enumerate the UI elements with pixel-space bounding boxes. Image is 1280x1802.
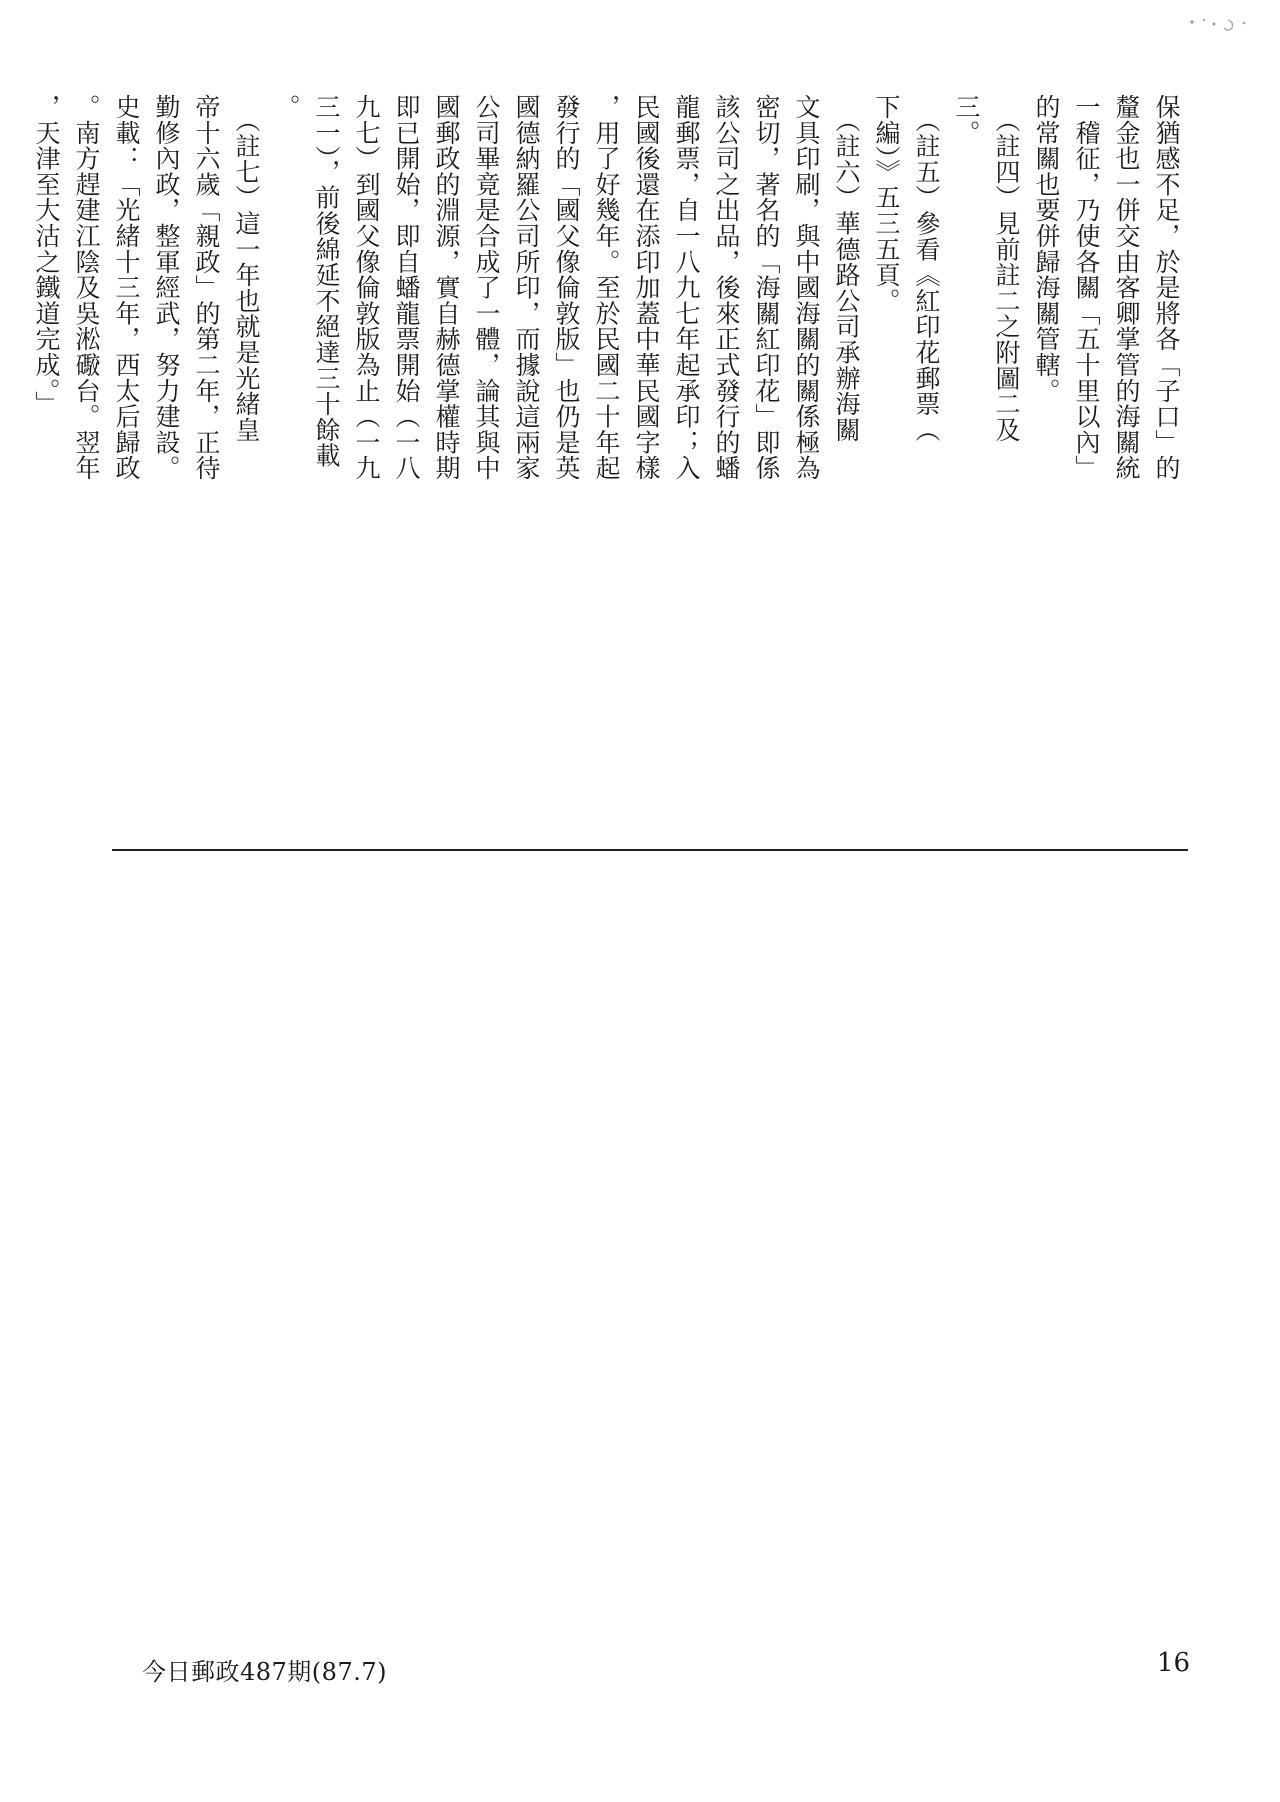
right-section-column: 發行的「國父像倫敦版」也仍是英 <box>552 94 581 481</box>
right-section-column: 勤修內政，整軍經武，努力建設。 <box>152 94 181 481</box>
right-section-column: 文具印刷，與中國海關的關係極為 <box>792 94 821 481</box>
right-section-column: 即已開始，即自蟠龍票開始（一八 <box>392 94 421 481</box>
right-section-column: 該公司之出品，後來正式發行的蟠 <box>712 94 741 481</box>
right-section-column: 國德納羅公司所印，而據說這兩家 <box>512 94 541 481</box>
right-section-column: 的常關也要併歸海關管轄。 <box>1032 94 1061 404</box>
right-section-column: 公司畢竟是合成了一體，論其與中 <box>472 94 501 481</box>
right-section-column: 一稽征，乃使各關「五十里以內」 <box>1072 94 1101 481</box>
right-section-column: 國郵政的淵源，實自赫德掌權時期 <box>432 94 461 481</box>
right-section-column: （註六）華德路公司承辦海關 <box>832 94 861 443</box>
right-section-column: ，天津至大沽之鐵道完成。」 <box>32 94 61 417</box>
right-section-column: 下編）》五三五頁。 <box>872 94 901 314</box>
journal-footer: 今日郵政487期(87.7) <box>142 1658 387 1686</box>
right-section-column: （註五）參看《紅印花郵票（ <box>912 94 941 443</box>
right-section-column: 保猶感不足，於是將各「子口」的 <box>1152 94 1181 481</box>
right-section-column: 九七）到國父像倫敦版為止（一九 <box>352 94 381 481</box>
article-body <box>32 94 1186 802</box>
right-section-column: 三。 <box>952 94 981 146</box>
right-section-column: 密切，著名的「海關紅印花」即係 <box>752 94 781 481</box>
section-divider <box>112 849 1188 851</box>
right-section-column: 龍郵票，自一八九七年起承印；入 <box>672 94 701 481</box>
right-section-column: 帝十六歲「親政」的第二年，正待 <box>192 94 221 481</box>
right-section-column: ，用了好幾年。至於民國二十年起 <box>592 94 621 481</box>
right-section-column: 史載：「光緒十三年，西太后歸政 <box>112 94 141 481</box>
right-section-column: （註四）見前註二之附圖二及 <box>992 94 1021 443</box>
page-number: 16 <box>1156 1648 1190 1678</box>
article-left-section <box>32 94 1186 794</box>
right-section-column: （註七）這一年也就是光緒皇 <box>232 94 261 443</box>
right-section-column: 。 <box>272 94 301 120</box>
right-section-column: 。南方趕建江陰及吳淞礮台。翌年 <box>72 94 101 481</box>
scan-speck-marks <box>1184 14 1254 38</box>
right-section-column: 民國後還在添印加蓋中華民國字樣 <box>632 94 661 481</box>
right-section-column: 釐金也一併交由客卿掌管的海關統 <box>1112 94 1141 481</box>
right-section-column: 三一），前後綿延不絕達三十餘載 <box>312 94 341 469</box>
